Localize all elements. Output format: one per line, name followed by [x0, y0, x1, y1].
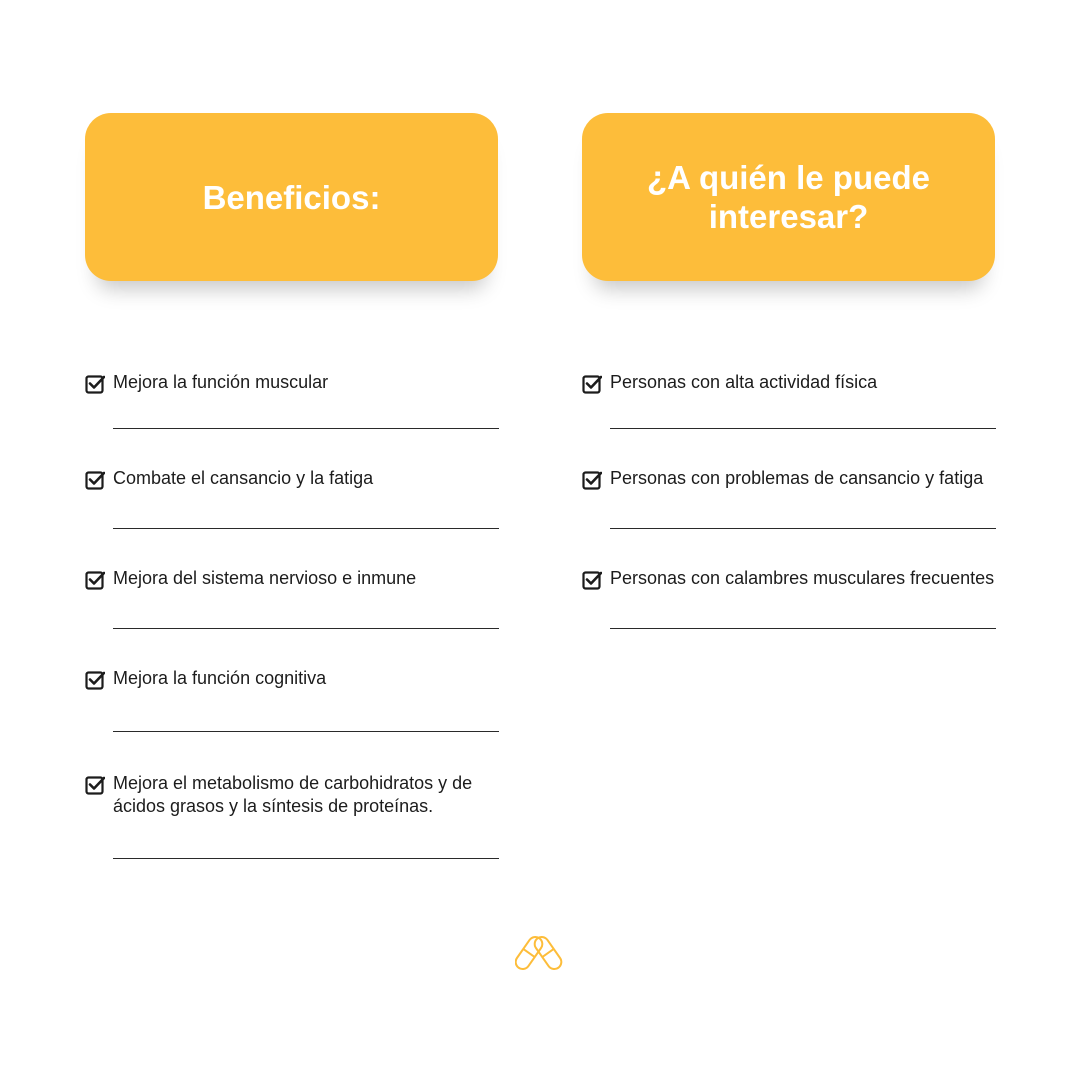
benefit-text: Mejora la función cognitiva [113, 668, 327, 688]
benefits-title: Beneficios: [202, 178, 381, 216]
benefit-text: Mejora la función muscular [113, 372, 329, 392]
divider [113, 858, 499, 859]
audience-text: Personas con problemas de cansancio y fatiga [610, 468, 984, 488]
benefit-text: Combate el cansancio y la fatiga [113, 468, 374, 488]
checkbox-checked-icon [85, 670, 105, 690]
divider [113, 731, 499, 732]
divider [610, 428, 996, 429]
checkbox-checked-icon [582, 470, 602, 490]
audience-text: Personas con calambres musculares frecuentes [610, 568, 995, 588]
capsules-logo-icon [515, 932, 565, 974]
checkbox-checked-icon [85, 570, 105, 590]
divider [610, 628, 996, 629]
audience-text: Personas con alta actividad física [610, 372, 878, 392]
checkbox-checked-icon [582, 570, 602, 590]
divider [113, 428, 499, 429]
audience-header-card [582, 113, 995, 281]
audience-title: ¿A quién le puede interesar? [647, 159, 930, 235]
checkbox-checked-icon [85, 374, 105, 394]
checkbox-checked-icon [582, 374, 602, 394]
divider [113, 528, 499, 529]
checkbox-checked-icon [85, 470, 105, 490]
checkbox-checked-icon [85, 775, 105, 795]
divider [610, 528, 996, 529]
benefit-text: Mejora del sistema nervioso e inmune [113, 568, 417, 588]
benefit-text: Mejora el metabolismo de carbohidratos y de ácidos grasos y la síntesis de proteínas. [113, 773, 473, 816]
benefits-header-card [85, 113, 498, 281]
divider [113, 628, 499, 629]
